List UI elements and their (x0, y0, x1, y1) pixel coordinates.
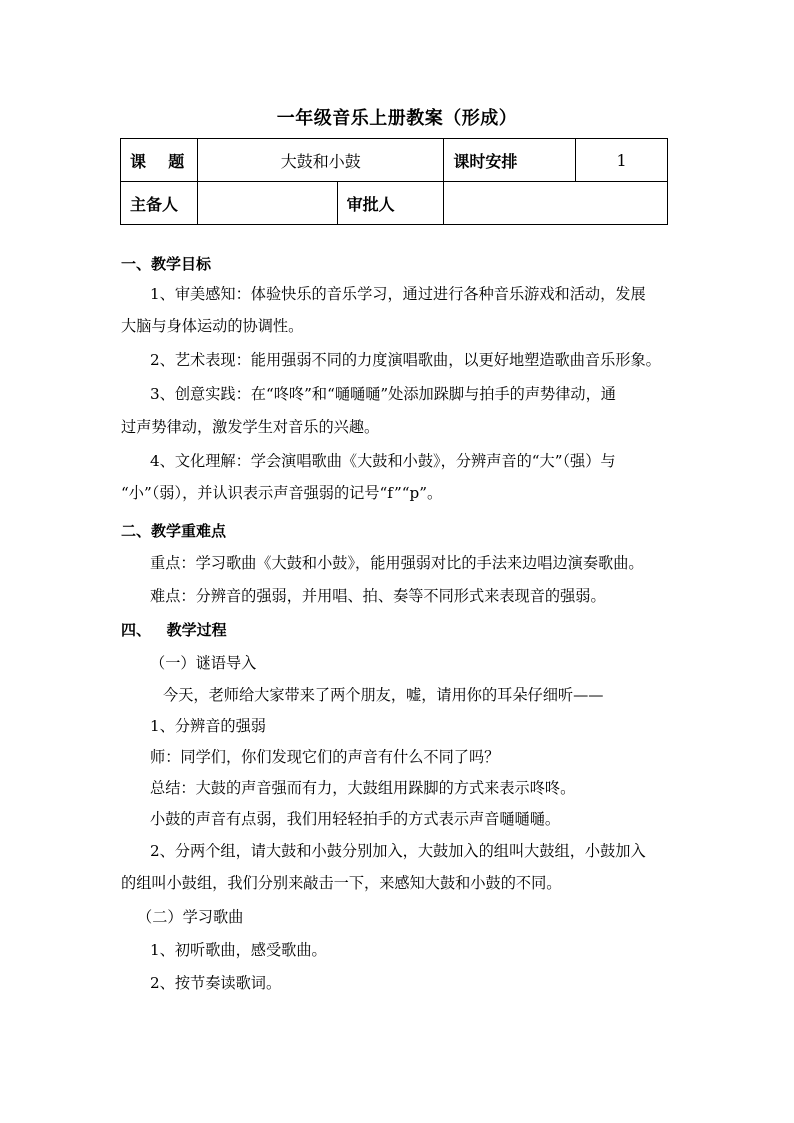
label-approver: 审批人 (337, 182, 444, 225)
body-line: 难点：分辨音的强弱，并用唱、拍、奏等不同形式来表现音的强弱。 (150, 587, 606, 605)
body-line: 1、分辨音的强弱 (150, 717, 266, 735)
body-line: 今天，老师给大家带来了两个朋友，嘘，请用你的耳朵仔细听—— (163, 686, 604, 704)
value-subject: 大鼓和小鼓 (197, 139, 443, 182)
label-preparer: 主备人 (121, 182, 198, 225)
body-line: 1、审美感知：体验快乐的音乐学习，通过进行各种音乐游戏和活动，发展 (150, 285, 646, 303)
lesson-info-table (120, 138, 668, 225)
body-line: 师：同学们，你们发现它们的声音有什么不同了吗？ (150, 748, 500, 766)
section-heading-objectives: 一、教学目标 (121, 255, 212, 273)
body-line: 1、初听歌曲，感受歌曲。 (150, 941, 327, 959)
label-subject: 课 题 (121, 139, 198, 182)
body-line: 的组叫小鼓组，我们分别来敲击一下，来感知大鼓和小鼓的不同。 (121, 874, 562, 892)
body-line: 大脑与身体运动的协调性。 (121, 317, 304, 335)
section-heading-process: 四、 教学过程 (121, 621, 227, 639)
label-schedule: 课时安排 (444, 139, 576, 182)
subsection-heading: （二）学习歌曲 (137, 908, 244, 926)
body-line: 过声势律动，激发学生对音乐的兴趣。 (121, 418, 380, 436)
body-line: 4、文化理解：学会演唱歌曲《大鼓和小鼓》，分辨声音的“大”（强）与 (150, 452, 616, 470)
table-row (121, 182, 668, 225)
body-line: “小”（弱），并认识表示声音强弱的记号“f”“p”。 (121, 484, 443, 502)
body-line: 3、创意实践：在“咚咚”和“嗵嗵嗵”处添加跺脚与拍手的声势律动，通 (150, 385, 616, 403)
body-line: 2、按节奏读歌词。 (150, 974, 282, 992)
body-line: 总结：大鼓的声音强而有力，大鼓组用跺脚的方式来表示咚咚。 (150, 779, 576, 797)
value-schedule: 1 (576, 139, 668, 182)
body-line: 重点：学习歌曲《大鼓和小鼓》，能用强弱对比的手法来边唱边演奏歌曲。 (150, 554, 644, 572)
table-row (121, 139, 668, 182)
body-line: 小鼓的声音有点弱，我们用轻轻拍手的方式表示声音嗵嗵嗵。 (150, 810, 561, 828)
section-heading-key-points: 二、教学重难点 (121, 522, 227, 540)
body-line: 2、艺术表现：能用强弱不同的力度演唱歌曲，以更好地塑造歌曲音乐形象。 (150, 351, 661, 369)
body-line: 2、分两个组，请大鼓和小鼓分别加入，大鼓加入的组叫大鼓组，小鼓加入 (150, 842, 646, 860)
value-preparer (197, 182, 337, 225)
document-title: 一年级音乐上册教案（形成） (276, 108, 518, 129)
value-approver (444, 182, 668, 225)
subsection-heading: （一）谜语导入 (150, 654, 257, 672)
